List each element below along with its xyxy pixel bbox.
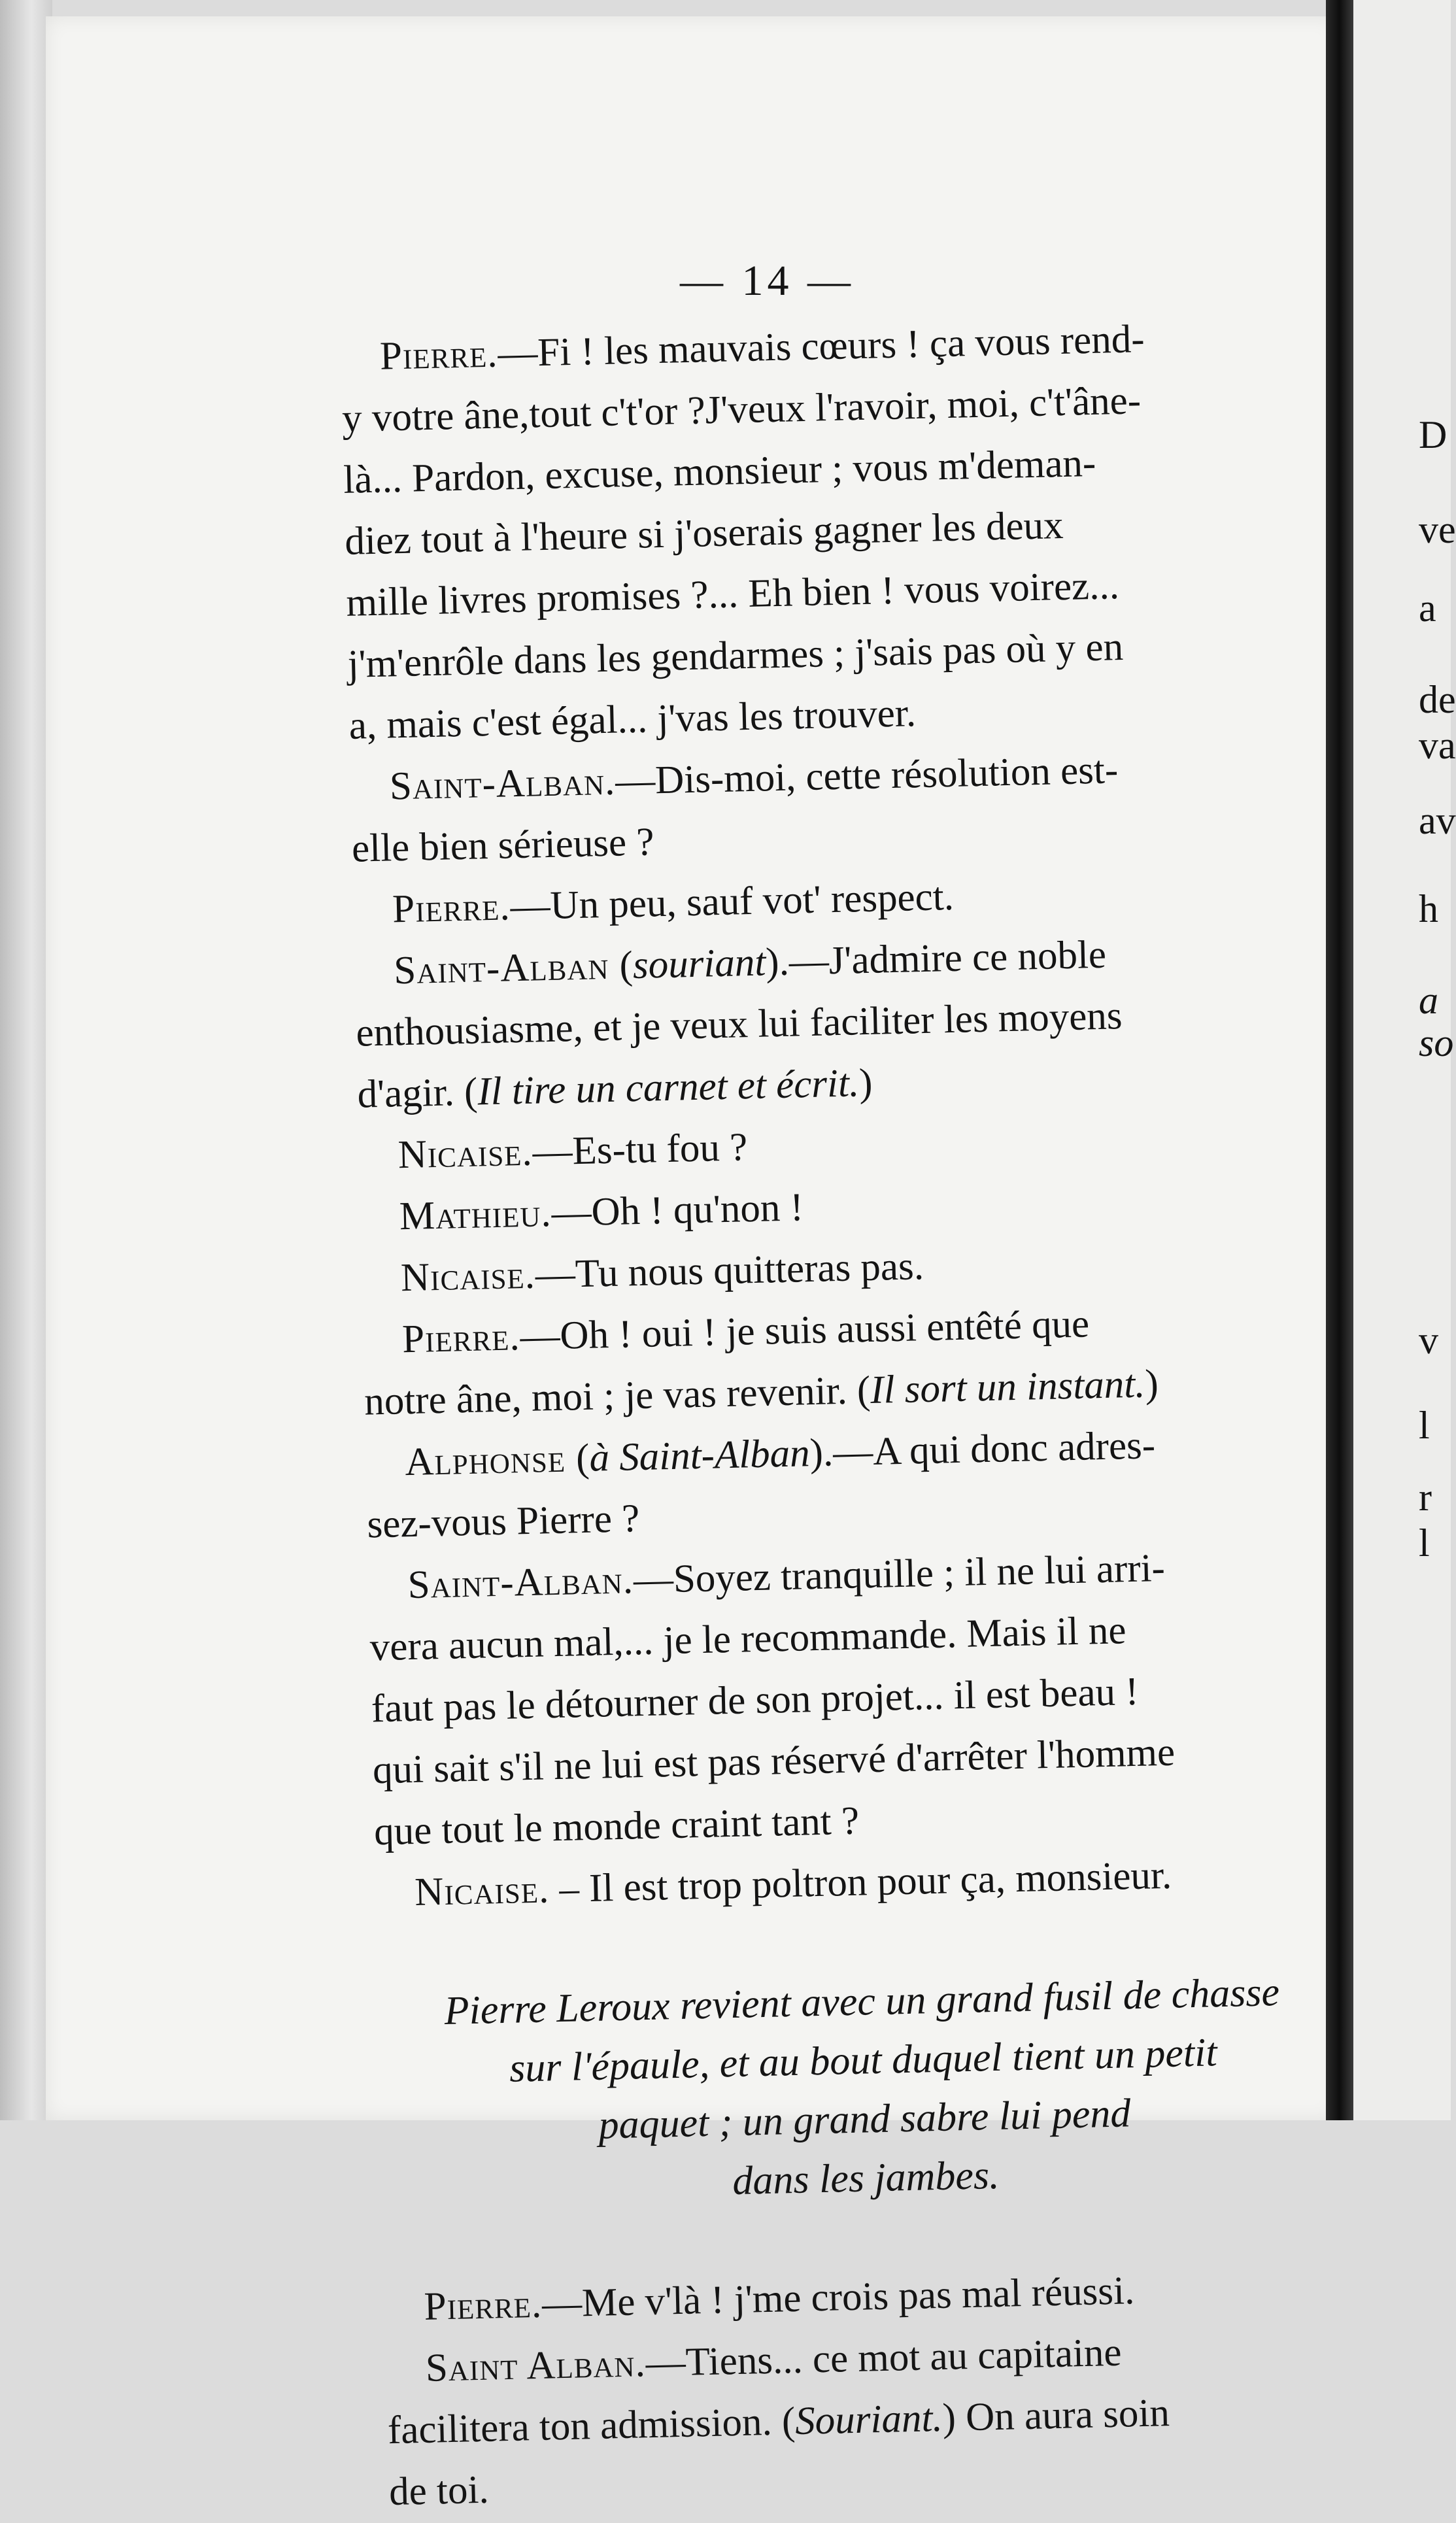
dialogue-text: là... Pardon, excuse, monsieur ; vous m'deman-: [343, 441, 1096, 502]
dialogue-text: qui sait s'il ne lui est pas réservé d'arrêter l'homme: [372, 1730, 1176, 1793]
stage-direction-line: dans les jambes.: [732, 2152, 1000, 2204]
speaker-name: Saint Alban.: [425, 2341, 647, 2390]
dialogue-text: y votre âne,tout c't'or ?J'veux l'ravoir, moi, c't'âne-: [341, 379, 1142, 441]
facing-page-fragment: h: [1419, 887, 1438, 930]
dialogue-text: notre âne, moi ; je vas revenir. (: [364, 1368, 871, 1424]
dialogue-text: j'm'enrôle dans les gendarmes ; j'sais pas où y en: [347, 624, 1124, 686]
dialogue-text: enthousiasme, et je veux lui faciliter les moyens: [355, 994, 1123, 1055]
stage-direction-line: sur l'épaule, et au bout duquel tient un petit: [509, 2030, 1218, 2091]
page-number: — 14 —: [680, 257, 855, 305]
facing-page-edge: [1353, 0, 1456, 2120]
speaker-name: Nicaise.: [398, 1130, 533, 1177]
facing-page-fragment: l: [1419, 1404, 1430, 1447]
dialogue-text: vera aucun mal,... je le recommande. Mais il ne: [369, 1608, 1127, 1670]
stage-note: Il tire un carnet et écrit.: [477, 1061, 860, 1114]
dialogue-text: sez-vous Pierre ?: [366, 1497, 640, 1547]
dialogue-text: ): [1144, 1362, 1159, 1406]
speaker-name: Nicaise.: [400, 1253, 536, 1300]
facing-page-fragment: a: [1419, 979, 1438, 1022]
dialogue-text: —Oh ! qu'non !: [550, 1185, 804, 1235]
facing-page-fragment: va: [1419, 724, 1456, 767]
facing-page-fragment: a: [1419, 586, 1436, 630]
dialogue-text: —Tu nous quitteras pas.: [535, 1244, 924, 1297]
dialogue-text: (: [618, 943, 634, 988]
speaker-name: Pierre.: [379, 331, 499, 379]
dialogue-text: que tout le monde craint tant ?: [373, 1799, 860, 1854]
dialogue-text: —Fi ! les mauvais cœurs ! ça vous rend-: [497, 317, 1145, 376]
facing-page-fragment: v: [1419, 1319, 1438, 1362]
stage-direction: [397, 1961, 1330, 2218]
dialogue-text: a, mais c'est égal... j'vas les trouver.: [348, 691, 917, 748]
speaker-name: Nicaise.: [414, 1867, 550, 1915]
facing-page-fragment: so: [1419, 1021, 1454, 1064]
dialogue-text: ).—J'admire ce noble: [765, 932, 1107, 985]
dialogue-text: —Dis-moi, cette résolution est-: [615, 748, 1119, 804]
speaker-name: Pierre.: [392, 885, 511, 932]
dialogue-text: faut pas le détourner de son projet... il est beau !: [371, 1669, 1140, 1731]
speaker-name: Pierre.: [423, 2282, 543, 2329]
previous-pages-edge: [0, 0, 52, 2120]
speaker-name: Saint-Alban.: [389, 759, 616, 809]
dialogue-text: mille livres promises ?... Eh bien ! vous voirez...: [345, 564, 1120, 625]
facing-page-fragment: de: [1419, 678, 1456, 721]
dialogue-text: ).—A qui donc adres-: [809, 1423, 1156, 1476]
dialogue-text: —Tiens... ce mot au capitaine: [645, 2330, 1123, 2386]
speaker-name: Mathieu.: [399, 1191, 552, 1239]
dialogue-text: ): [858, 1060, 873, 1106]
facing-page-fragment: ve: [1419, 508, 1456, 551]
dialogue-text: – Il est trop poltron pour ça, monsieur.: [549, 1853, 1172, 1912]
speaker-name: Saint-Alban.: [407, 1558, 634, 1608]
dialogue-text: —Me v'là ! j'me crois pas mal réussi.: [541, 2269, 1135, 2326]
stage-direction-line: Pierre Leroux revient avec un grand fusil de chasse: [443, 1970, 1280, 2034]
dialogue-text: elle bien sérieuse ?: [351, 820, 655, 871]
facing-page-fragment: r: [1419, 1476, 1432, 1519]
dialogue-text: —Soyez tranquille ; il ne lui arri-: [633, 1546, 1166, 1602]
stage-note: Il sort un instant.: [870, 1362, 1146, 1413]
facing-page-fragment: av: [1419, 799, 1456, 842]
facing-page-fragment: l: [1419, 1521, 1430, 1565]
dialogue-text: facilitera ton admission. (: [387, 2399, 796, 2453]
speaker-name: Alphonse: [404, 1436, 577, 1485]
page-text: [340, 305, 1357, 2523]
speaker-name: Pierre.: [401, 1315, 521, 1362]
stage-note: Souriant.: [794, 2396, 943, 2444]
dialogue-text: —Es-tu fou ?: [532, 1125, 748, 1174]
stage-note: souriant: [632, 940, 766, 988]
stage-note: à Saint-Alban: [588, 1431, 811, 1480]
dialogue-text: diez tout à l'heure si j'oserais gagner les deux: [344, 503, 1064, 564]
dialogue-text: ) On aura soin: [941, 2391, 1170, 2440]
speaker-name: Saint-Alban: [393, 943, 620, 993]
stage-direction-line: paquet ; un grand sabre lui pend: [598, 2091, 1132, 2148]
dialogue-text: d'agir. (: [356, 1070, 479, 1117]
book-gutter: [1326, 0, 1353, 2120]
facing-page-fragment: D: [1419, 413, 1448, 456]
dialogue-text: —Oh ! oui ! je suis aussi entêté que: [519, 1302, 1090, 1359]
dialogue-text: —Un peu, sauf vot' respect.: [509, 874, 955, 929]
dialogue-text: de toi.: [388, 2467, 490, 2515]
dialogue-text: (: [575, 1436, 590, 1481]
